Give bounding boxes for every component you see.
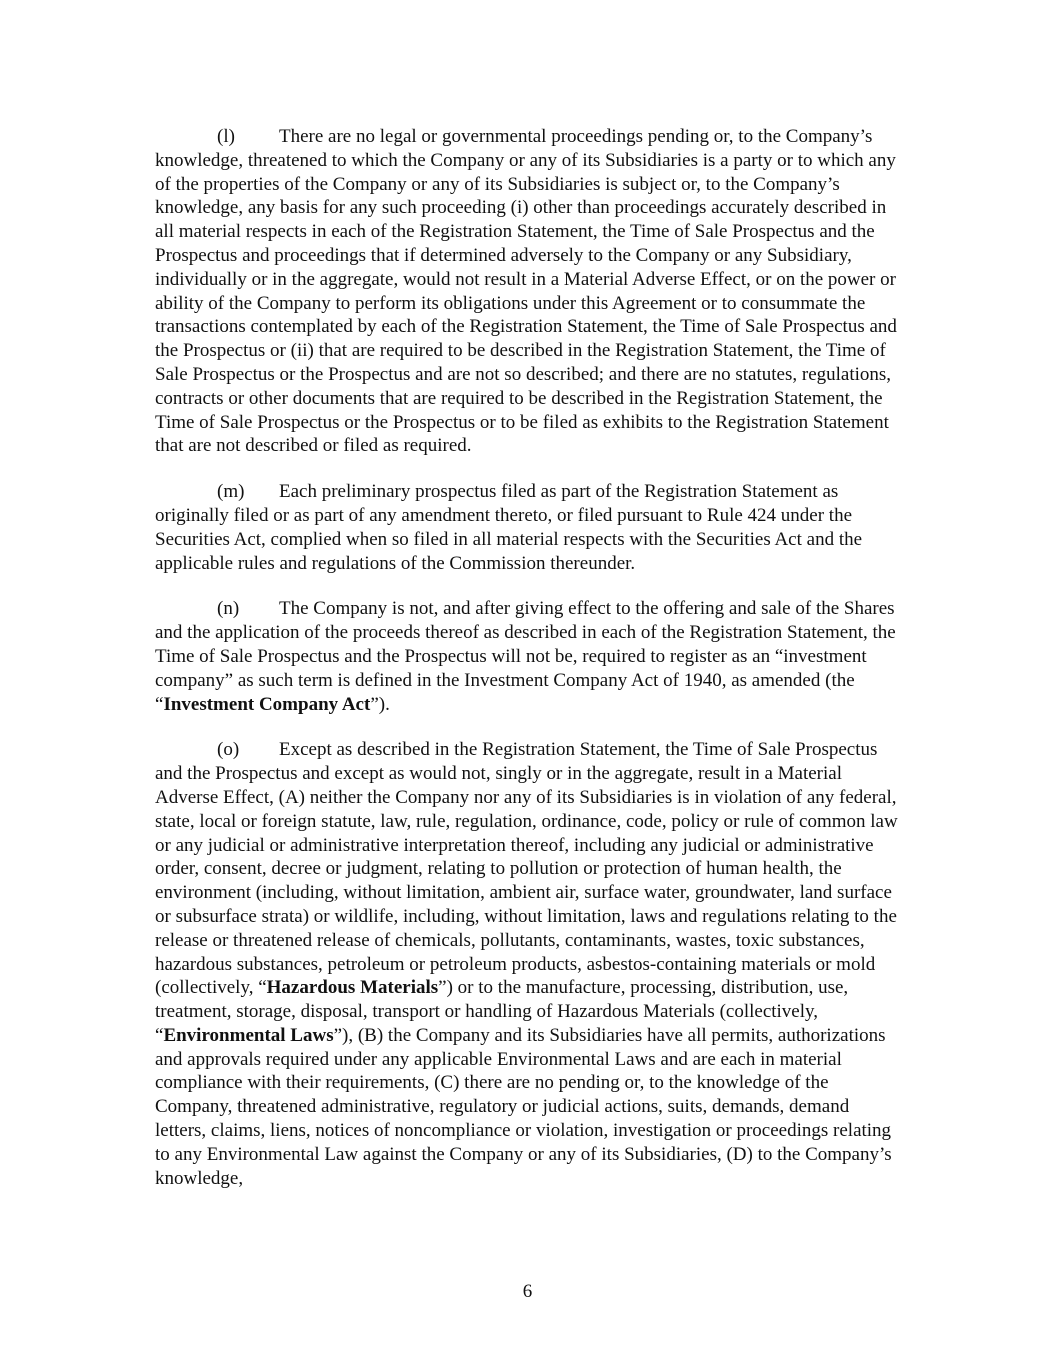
defined-term-hazardous-materials: Hazardous Materials [266, 977, 439, 999]
paragraph-label: (o) [217, 739, 240, 761]
paragraph-text: ”). [370, 693, 390, 715]
paragraph-text: The Company is not, and after giving effect to the offering and sale of the Shares and the application of the proceeds thereof as described in each of the Registration Statement, the Time of Sale Prospectus and the Prospectus will not be, required to register as an “investment company” as such term is defined in the Investment Company Act of 1940, as amended (the “ [155, 598, 896, 715]
paragraph-text: Except as described in the Registration Statement, the Time of Sale Prospectus and the Prospectus and except as would not, singly or in the aggregate, result in a Material Adverse Effect, (A) neither the Company nor any of its Subsidiaries is in violation of any federal, state, local or foreign statute, law, rule, regulation, ordinance, code, policy or rule of common law or any judicial or administrative interpretation thereof, including any judicial or administrative order, consent, decree or judgment, relating to pollution or protection of human health, the environment (including, without limitation, ambient air, surface water, groundwater, land surface or subsurface strata) or wildlife, including, without limitation, laws and regulations relating to the release or threatened release of chemicals, pollutants, contaminants, wastes, toxic substances, hazardous substances, petroleum or petroleum products, asbestos-containing materials or mold (collectively, “ [155, 739, 898, 999]
paragraph-m [155, 480, 900, 575]
paragraph-text: There are no legal or governmental proceedings pending or, to the Company’s knowledge, threatened to which the Company or any of its Subsidiaries is a party or to which any of the properties of the Company or any of its Subsidiaries is subject or, to the Company’s knowledge, any basis for any such proceeding (i) other than proceedings accurately described in all material respects in each of the Registration Statement, the Time of Sale Prospectus and the Prospectus and proceedings that if determined adversely to the Company or any Subsidiary, individually or in the aggregate, would not result in a Material Adverse Effect, or on the power or ability of the Company to perform its obligations under this Agreement or to consummate the transactions contemplated by each of the Registration Statement, the Time of Sale Prospectus and the Prospectus or (ii) that are required to be described in the Registration Statement, the Time of Sale Prospectus or the Prospectus and are not so described; and there are no statutes, regulations, contracts or other documents that are required to be described in the Registration Statement, the Time of Sale Prospectus or the Prospectus or to be filed as exhibits to the Registration Statement that are not described or filed as required. [155, 126, 897, 457]
paragraph-text: ”) or to the manufacture, processing, distribution, use, treatment, storage, disposal, transport or handling of Hazardous Materials (collectively, “ [155, 977, 849, 1046]
defined-term-investment-company-act: Investment Company Act [163, 693, 371, 715]
paragraph-label: (n) [217, 598, 240, 620]
paragraph-text: ”), (B) the Company and its Subsidiaries have all permits, authorizations and approvals required under any applicable Environmental Laws and are each in material compliance with their requirements, (C) there are no pending or, to the knowledge of the Company, threatened administrative, regulatory or judicial actions, suits, demands, demand letters, claims, liens, notices of noncompliance or violation, investigation or proceedings relating to any Environmental Law against the Company or any of its Subsidiaries, (D) to the Company’s knowledge, [155, 1024, 892, 1189]
document-body [155, 125, 900, 1212]
paragraph-l [155, 125, 900, 458]
defined-term-environmental-laws: Environmental Laws [163, 1024, 334, 1046]
page-number: 6 [522, 1281, 533, 1302]
paragraph-o [155, 738, 900, 1190]
paragraph-label: (m) [217, 481, 245, 503]
paragraph-text: Each preliminary prospectus filed as part of the Registration Statement as originally filed or as part of any amendment thereto, or filed pursuant to Rule 424 under the Securities Act, complied when so filed in all material respects with the Securities Act and the applicable rules and regulations of the Commission thereunder. [155, 481, 863, 574]
paragraph-label: (l) [217, 126, 235, 147]
paragraph-n [155, 597, 900, 716]
